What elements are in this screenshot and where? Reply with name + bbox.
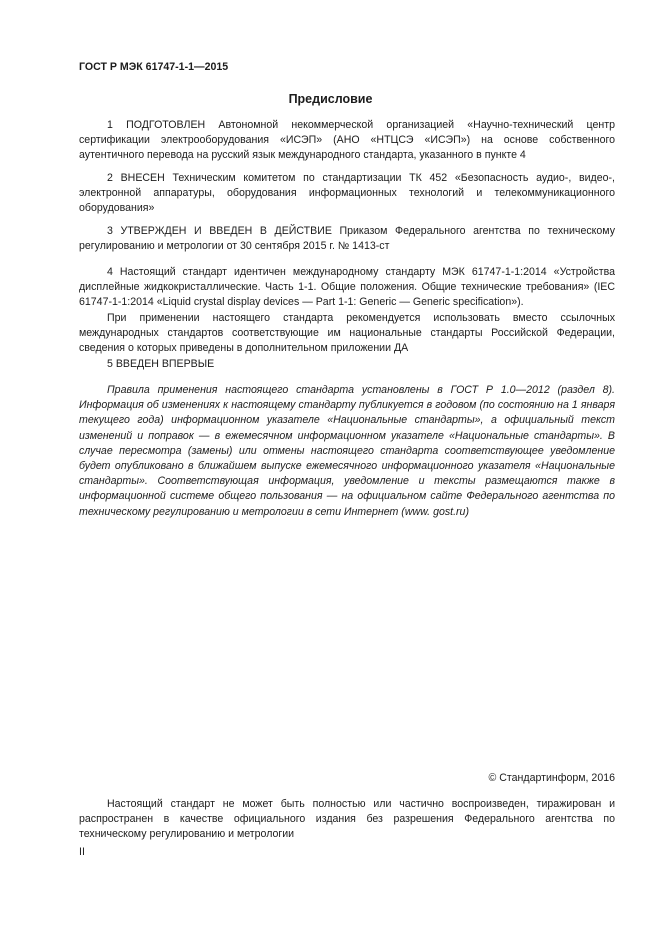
reproduction-notice-text: Настоящий стандарт не может быть полностью или частично воспроизведен, тиражирован и распространен в качестве официального издания без разрешения Федерального агентства по техническому регулированию и метрологии (79, 798, 615, 841)
section-1 (79, 118, 615, 164)
section-2 (79, 171, 615, 217)
section-paragraph: 5 ВВЕДЕН ВПЕРВЫЕ (107, 358, 215, 370)
section-paragraph: При применении настоящего стандарта рекомендуется использовать вместо ссылочных международных стандартов соответствующие им национальные стандарты Российской Федерации, сведения о которых приведены в дополнительном приложении ДА (79, 311, 615, 355)
reproduction-notice (79, 797, 615, 843)
section-5 (79, 357, 615, 372)
section-paragraph: 4 Настоящий стандарт идентичен международному стандарту МЭК 61747-1-1:2014 «Устройства дисплейные жидкокристаллические. Часть 1-1. Общие положения. Общие технические требования» (IEC 61747-1-1:2014 «Liquid crystal display devices — Part 1-1: Generic — Generic specification»). (79, 266, 615, 309)
rules-note-text: Правила применения настоящего стандарта установлены в ГОСТ Р 1.0—2012 (раздел 8). Информация об изменениях к настоящему стандарту публикуется в годовом (по состоянию на 1 января текущего года) информационном указателе «Национальные стандарты», а официальный текст изменений и поправок — в ежемесячном информационном указателе «Национальные стандарты». В случае пересмотра (замены) или отмены настоящего стандарта соответствующее уведомление будет опубликовано в ближайшем выпуске ежемесячного информационного указателя «Национальные стандарты». Соответствующая информация, уведомление и тексты размещаются также в информационной системе общего пользования — на официальном сайте Федерального агентства по техническому регулированию и метрологии в сети Интернет (www. gost.ru) (79, 384, 615, 518)
rules-note (79, 383, 615, 520)
document-code: ГОСТ Р МЭК 61747-1-1—2015 (79, 61, 229, 73)
section-paragraph: 1 ПОДГОТОВЛЕН Автономной некоммерческой организацией «Научно-технический центр сертификации электрооборудования «ИСЭП» (АНО «НТЦСЭ «ИСЭП») на основе собственного аутентичного перевода на русский язык международного стандарта, указанного в пункте 4 (79, 119, 615, 162)
copyright: © Стандартинформ, 2016 (488, 772, 615, 784)
page-title: Предисловие (288, 92, 373, 106)
section-paragraph: 2 ВНЕСЕН Техническим комитетом по стандартизации ТК 452 «Безопасность аудио-, видео-, электронной аппаратуры, оборудования информационных технологий и телекоммуникационного оборудования» (79, 172, 615, 215)
section-4 (79, 265, 615, 356)
page-number: II (79, 846, 85, 858)
section-3 (79, 224, 615, 254)
section-paragraph: 3 УТВЕРЖДЕН И ВВЕДЕН В ДЕЙСТВИЕ Приказом Федерального агентства по техническому регулированию и метрологии от 30 сентября 2015 г. № 1413-ст (79, 225, 615, 253)
